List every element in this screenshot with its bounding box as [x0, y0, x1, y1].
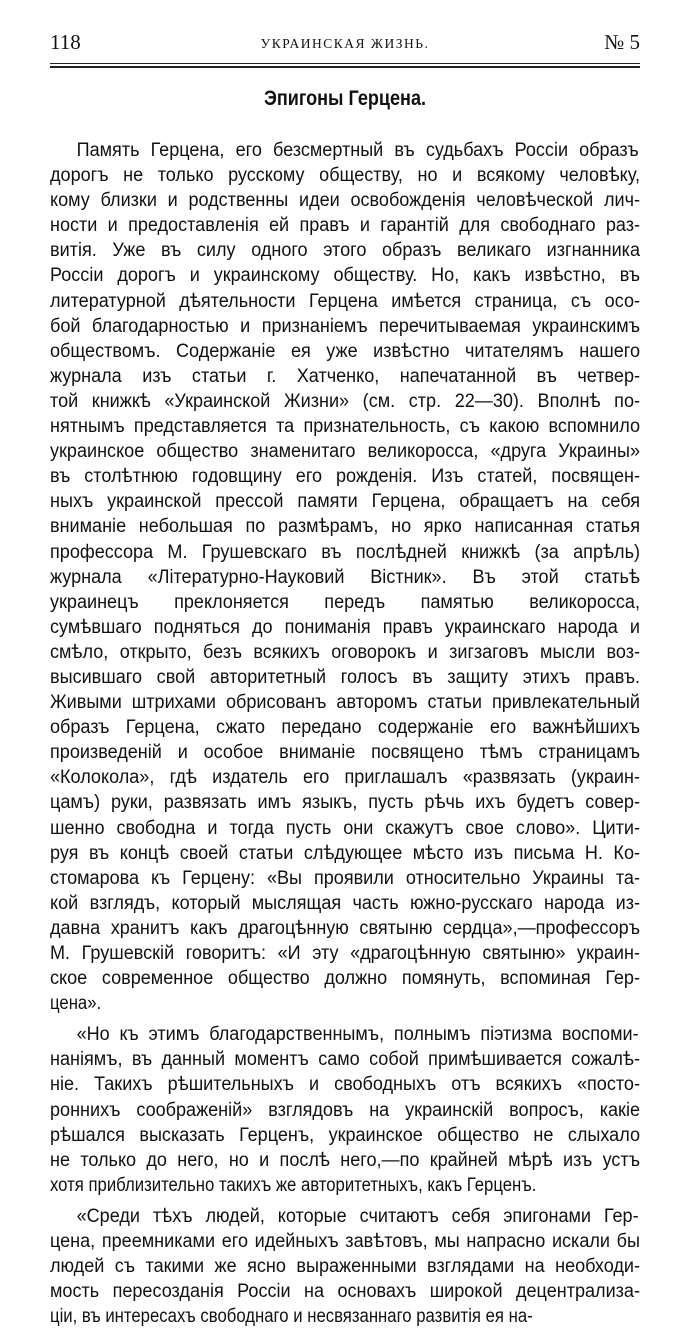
- text-line: роннихъ соображеній» взглядовъ на украинскій вопросъ, какіе: [50, 1099, 640, 1121]
- journal-title: УКРАИНСКАЯ ЖИЗНЬ.: [260, 36, 430, 51]
- text-line: ское современное общество должно помянуть, вспоминая Гер-: [50, 968, 640, 990]
- text-line: шенно свободна и тогда пусть они скажутъ свое слово». Цити-: [50, 817, 640, 839]
- text-line: руя въ концѣ своей статьи слѣдующее мѣсто изъ письма Н. Ко-: [50, 842, 640, 864]
- header-double-rule: [50, 63, 640, 68]
- text-line: «Колокола», гдѣ издатель его приглашалъ «развязать (украин-: [50, 767, 640, 789]
- text-line: высившаго свой авторитетный голосъ въ защиту этихъ правъ.: [50, 666, 640, 688]
- paragraph: [50, 1204, 640, 1329]
- text-line: украинское общество знаменитаго великоросса, «друга Украины»: [50, 441, 640, 463]
- text-line: мость пересозданія Россіи на основахъ широкой децентрализа-: [50, 1281, 640, 1303]
- article-title: Эпигоны Герцена.: [263, 87, 427, 110]
- issue-number: № 5: [604, 30, 640, 54]
- text-line: наніямъ, въ данный моментъ само собой примѣшивается сожалѣ-: [50, 1049, 640, 1071]
- text-line: ности и предоставленія ей правъ и гарантій для свободнаго раз-: [50, 215, 640, 237]
- text-line: ніе. Такихъ рѣшительныхъ и свободныхъ отъ всякихъ «посто-: [50, 1074, 640, 1096]
- text-line: нятнымъ представляется та признательность, съ какою вспомнило: [50, 416, 640, 438]
- text-line: Живыми штрихами обрисованъ авторомъ статьи привлекательный: [50, 692, 640, 714]
- text-line: стомарова къ Герцену: «Вы проявили относительно Украины та-: [50, 867, 640, 889]
- text-line: давна хранитъ какъ драгоцѣнную святыню сердца»,—профессоръ: [50, 917, 640, 939]
- text-line: хотя приблизительно такихъ же авторитетныхъ, какъ Герценъ.: [50, 1174, 537, 1196]
- running-header: [50, 30, 640, 60]
- text-line: обществомъ. Содержаніе ея уже извѣстно читателямъ нашего: [50, 340, 640, 362]
- text-line: журнала «Літературно-Науковий Вістник». Въ этой статьѣ: [50, 566, 640, 588]
- paragraph: [50, 1022, 640, 1198]
- text-line: витія. Уже въ силу одного этого образъ великаго изгнанника: [50, 240, 640, 262]
- text-line: Память Герцена, его безсмертный въ судьбахъ Россіи образъ: [76, 140, 639, 161]
- text-line: журнала изъ статьи г. Хатченко, напечатанной въ четвер-: [50, 365, 640, 387]
- text-line: Россіи дорогъ и украинскому обществу. Но, какъ извѣстно, въ: [50, 265, 640, 287]
- text-line: украинецъ преклоняется передъ памятью великоросса,: [50, 591, 640, 613]
- page-number: 118: [50, 30, 81, 54]
- text-line: цамъ) руки, развязать имъ языкъ, пусть рѣчь ихъ будетъ совер-: [50, 792, 640, 814]
- text-line: профессора М. Грушевскаго въ послѣдней книжкѣ (за апрѣль): [50, 541, 640, 563]
- text-line: людей съ такими же ясно выраженными взглядами на необходи-: [50, 1256, 640, 1278]
- text-line: рѣшался высказать Герценъ, украинское общество не слыхало: [50, 1124, 640, 1146]
- text-line: «Среди тѣхъ людей, которые считаютъ себя эпигонами Гер-: [76, 1205, 639, 1227]
- text-line: не только до него, но и послѣ него,—по крайней мѣрѣ изъ устъ: [50, 1149, 640, 1171]
- text-line: въ столѣтнюю годовщину его рожденія. Изъ статей, посвящен-: [50, 466, 640, 488]
- text-line: ныхъ украинской прессой памяти Герцена, обращаетъ на себя: [50, 491, 640, 513]
- text-line: образъ Герцена, сжато передано содержаніе его важнѣйшихъ: [50, 717, 640, 739]
- text-line: произведеній и особое вниманіе посвящено тѣмъ страницамъ: [50, 742, 640, 764]
- text-line: М. Грушевскій говоритъ: «И эту «драгоцѣнную святыню» украин-: [50, 943, 640, 964]
- text-line: кому близки и родственны идеи освобожденія человѣческой лич-: [50, 190, 640, 212]
- text-line: сумѣвшаго подняться до пониманія правъ украинскаго народа и: [50, 616, 640, 638]
- text-line: смѣло, открыто, безъ всякихъ оговорокъ и зигзаговъ мысли воз-: [50, 641, 640, 663]
- text-line: бой благодарностью и признаніемъ перечитываемая украинскимъ: [50, 315, 640, 337]
- text-line: цена, преемниками его идейныхъ завѣтовъ, мы напрасно искали бы: [50, 1231, 640, 1253]
- text-line: той книжкѣ «Украинской Жизни» (см. стр. 22—30). Вполнѣ по-: [50, 390, 640, 412]
- text-line: вниманіе небольшая по размѣрамъ, но ярко написанная статья: [50, 516, 640, 538]
- text-line: дорогъ не только русскому обществу, но и всякому человѣку,: [50, 165, 640, 187]
- text-line: ціи, въ интересахъ свободнаго и несвязаннаго развитія ея на-: [50, 1306, 533, 1328]
- text-line: литературной дѣятельности Герцена имѣется страница, съ осо-: [50, 290, 640, 312]
- text-line: кой взглядъ, который мыслящая часть южно-русскаго народа из-: [50, 892, 640, 914]
- paragraph: [50, 138, 640, 1016]
- article-body: [50, 138, 640, 1335]
- text-line: «Но къ этимъ благодарственнымъ, полнымъ піэтизма воспоми-: [76, 1024, 639, 1046]
- text-line: цена».: [50, 993, 102, 1015]
